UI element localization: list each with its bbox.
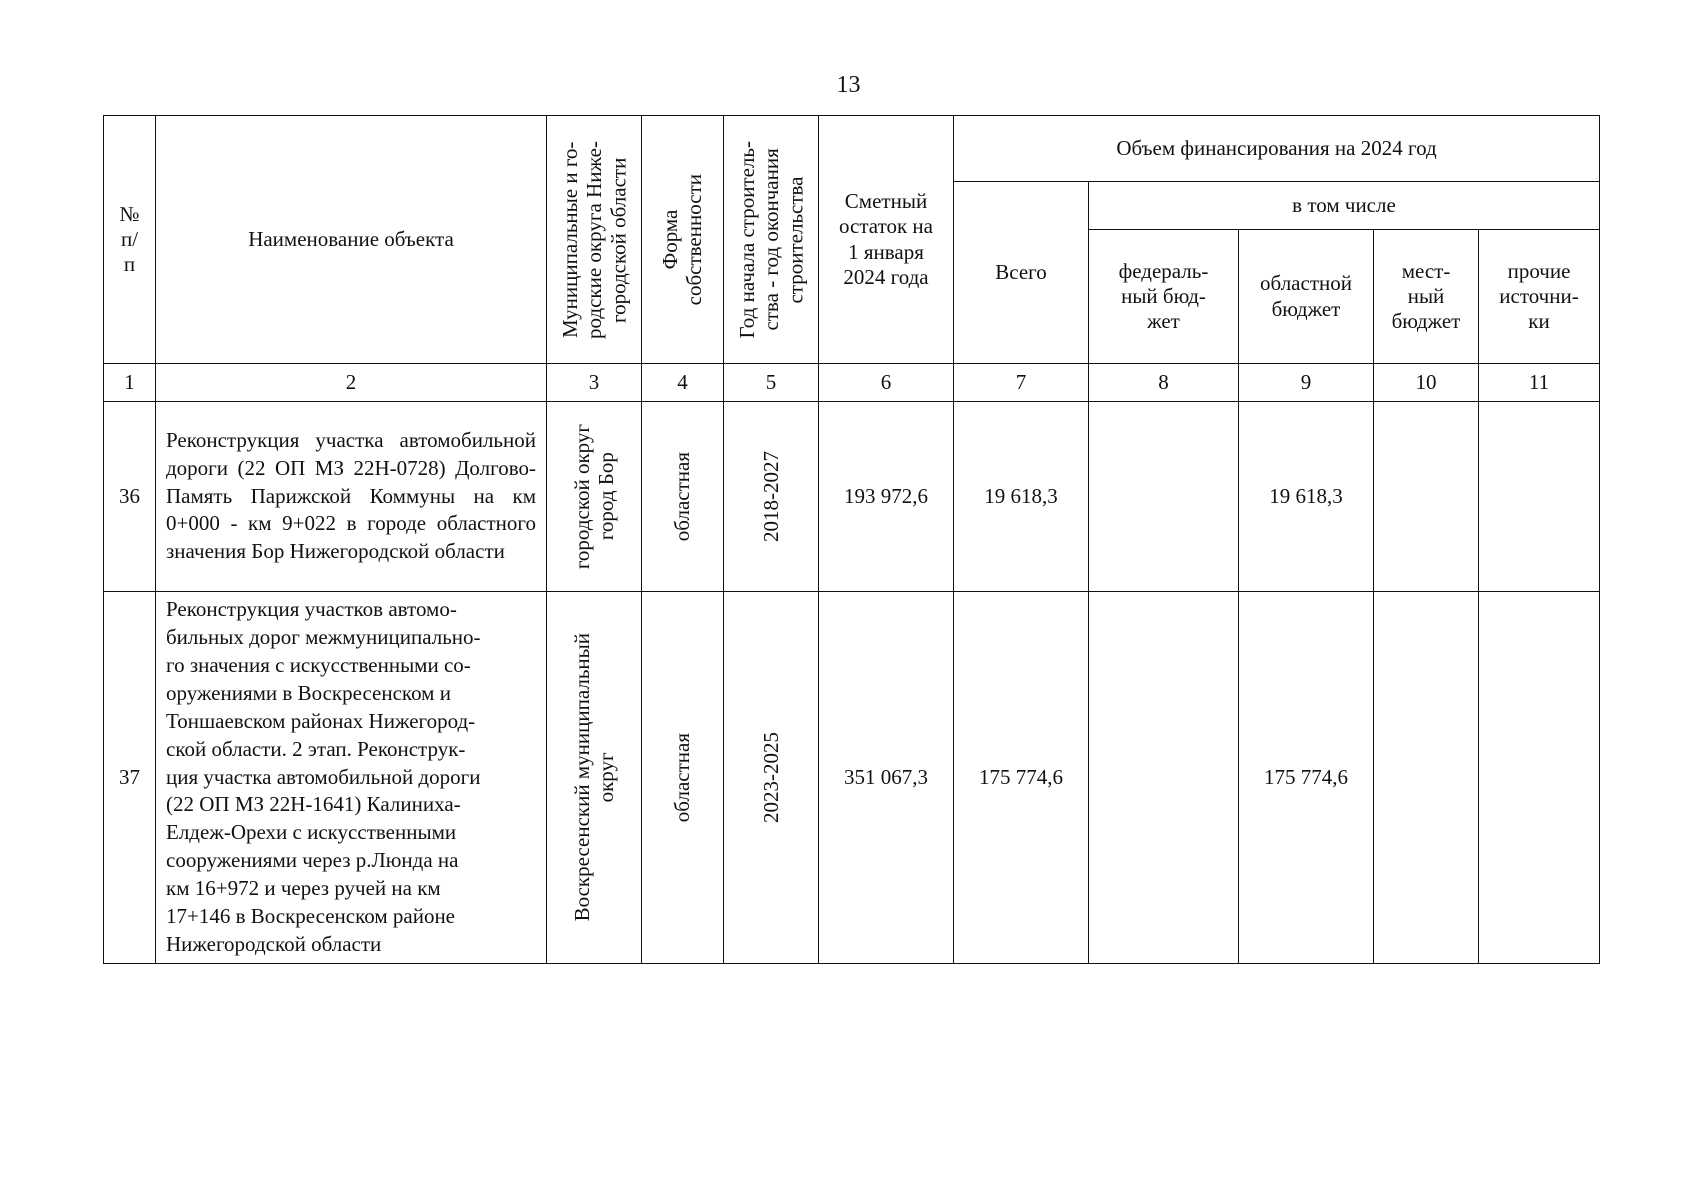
row-years	[724, 592, 819, 964]
row-years-text: 2023-2025	[758, 731, 783, 823]
header-ownership-text: Форма собственности	[658, 173, 707, 306]
header-years-text: Год начала строитель- ства - год окончания строительства	[734, 140, 808, 339]
column-number: 9	[1239, 364, 1374, 402]
header-name: Наименование объекта	[156, 116, 547, 364]
row-municipality-text: городской округ город Бор	[569, 423, 618, 570]
header-row-1	[104, 116, 1600, 182]
row-ownership	[642, 402, 724, 592]
row-municipality	[547, 592, 642, 964]
header-years	[724, 116, 819, 364]
column-number: 1	[104, 364, 156, 402]
column-number: 2	[156, 364, 547, 402]
column-number-row	[104, 364, 1600, 402]
header-total: Всего	[954, 182, 1089, 364]
row-regional: 19 618,3	[1239, 402, 1374, 592]
column-number: 4	[642, 364, 724, 402]
page-number: 13	[836, 72, 861, 98]
row-municipality	[547, 402, 642, 592]
row-estimate-balance: 193 972,6	[819, 402, 954, 592]
column-number: 3	[547, 364, 642, 402]
column-number: 8	[1089, 364, 1239, 402]
column-number: 10	[1374, 364, 1479, 402]
header-regional: областной бюджет	[1239, 230, 1374, 364]
row-federal	[1089, 592, 1239, 964]
header-municipality	[547, 116, 642, 364]
header-local: мест- ный бюджет	[1374, 230, 1479, 364]
row-local	[1374, 402, 1479, 592]
row-total: 19 618,3	[954, 402, 1089, 592]
row-years-text: 2018-2027	[758, 451, 783, 542]
header-num: № п/ п	[104, 116, 156, 364]
row-total: 175 774,6	[954, 592, 1089, 964]
row-municipality-text: Воскресенский муниципальный округ	[569, 633, 618, 922]
column-number: 5	[724, 364, 819, 402]
header-federal: федераль- ный бюд- жет	[1089, 230, 1239, 364]
header-funding-volume: Объем финансирования на 2024 год	[954, 116, 1600, 182]
row-ownership-text: областная	[670, 451, 695, 542]
table-row	[104, 592, 1600, 964]
financing-table	[103, 115, 1600, 964]
row-federal	[1089, 402, 1239, 592]
row-num: 37	[104, 592, 156, 964]
row-ownership-text: областная	[670, 732, 695, 823]
row-object-name: Реконструкция участка автомобильной дороги (22 ОП МЗ 22Н-0728) Долгово-Память Парижской Коммуны на км 0+000 - км 9+022 в городе областного значения Бор Нижегородской области	[156, 402, 547, 592]
column-number: 6	[819, 364, 954, 402]
row-local	[1374, 592, 1479, 964]
row-other	[1479, 592, 1600, 964]
row-object-name: Реконструкция участков автомо- бильных дорог межмуниципально- го значения с искусственными со- оружениями в Воскресенском и Тоншаевском районах Нижегород- ской области. 2 этап. Реконструк- ция участка автомобильной дороги (22 ОП МЗ 22Н-1641) Калиниха- Елдеж-Орехи с искусственными сооружениями через р.Люнда на км 16+972 и через ручей на км 17+146 в Воскресенском районе Нижегородской области	[156, 592, 547, 964]
row-other	[1479, 402, 1600, 592]
row-years	[724, 402, 819, 592]
row-num: 36	[104, 402, 156, 592]
header-municipality-text: Муниципальные и го- родские округа Ниже- городской области	[557, 140, 631, 339]
row-regional: 175 774,6	[1239, 592, 1374, 964]
table-row	[104, 402, 1600, 592]
header-estimate-balance: Сметный остаток на 1 января 2024 года	[819, 116, 954, 364]
column-number: 7	[954, 364, 1089, 402]
header-including: в том числе	[1089, 182, 1600, 230]
header-ownership	[642, 116, 724, 364]
column-number: 11	[1479, 364, 1600, 402]
header-other: прочие источни- ки	[1479, 230, 1600, 364]
row-estimate-balance: 351 067,3	[819, 592, 954, 964]
row-ownership	[642, 592, 724, 964]
